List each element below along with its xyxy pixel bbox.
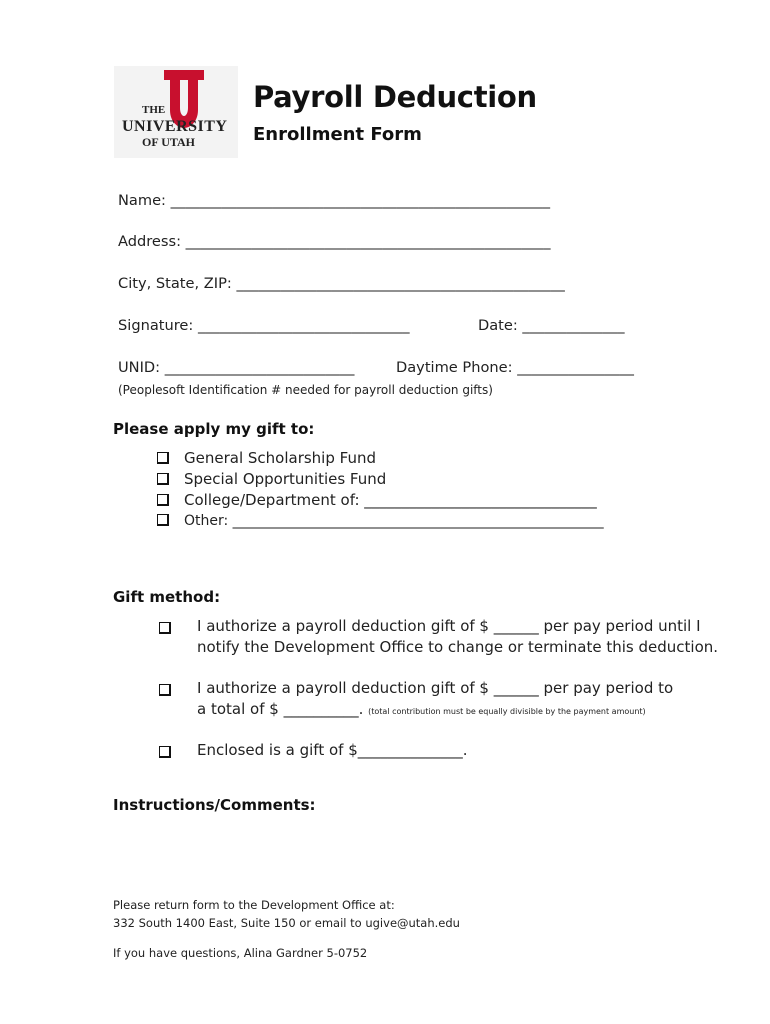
option-special-opportunities[interactable] (157, 470, 386, 488)
svg-text:THE: THE (142, 104, 166, 116)
option-other[interactable] (157, 513, 604, 529)
checkbox-icon[interactable] (157, 452, 169, 464)
return-instructions-line2: 332 South 1400 East, Suite 150 or email to ugive@utah.edu (113, 916, 460, 930)
method-option-total[interactable] (197, 678, 673, 722)
checkbox-icon[interactable] (159, 622, 171, 634)
instructions-heading: Instructions/Comments: (113, 796, 316, 814)
address-field[interactable]: Address: __________________________________________________ (118, 233, 551, 250)
option-label: College/Department of: _______________________________ (184, 491, 597, 509)
option-label: General Scholarship Fund (184, 449, 376, 467)
return-instructions-line1: Please return form to the Development Office at: (113, 898, 395, 912)
form-title: Payroll Deduction (253, 80, 537, 114)
date-field[interactable]: Date: ______________ (478, 317, 625, 334)
total-note: (total contribution must be equally divisible by the payment amount) (368, 707, 646, 716)
checkbox-icon[interactable] (159, 746, 171, 758)
questions-contact: If you have questions, Alina Gardner 5-0752 (113, 946, 368, 960)
option-college-department[interactable] (157, 491, 597, 509)
method-line: I authorize a payroll deduction gift of $ ______ per pay period until I (197, 617, 701, 635)
name-field[interactable]: Name: ____________________________________________________ (118, 192, 551, 209)
option-label: Special Opportunities Fund (184, 470, 387, 488)
form-subtitle: Enrollment Form (253, 124, 422, 145)
gift-to-heading: Please apply my gift to: (113, 420, 315, 438)
checkbox-icon[interactable] (157, 473, 169, 485)
method-option-until-notify[interactable] (197, 616, 718, 658)
unid-field[interactable]: UNID: __________________________ (118, 359, 355, 376)
option-general-scholarship[interactable] (157, 449, 376, 467)
checkbox-icon[interactable] (157, 514, 169, 526)
unid-note: (Peoplesoft Identification # needed for payroll deduction gifts) (118, 383, 493, 397)
city-state-zip-field[interactable]: City, State, ZIP: _____________________________________________ (118, 275, 565, 292)
checkbox-icon[interactable] (159, 684, 171, 696)
option-label: Other: _____________________________________________________ (184, 513, 604, 529)
daytime-phone-field[interactable]: Daytime Phone: ________________ (396, 359, 634, 376)
gift-method-heading: Gift method: (113, 588, 221, 606)
method-line: a total of $ __________. (total contribution must be equally divisible by the payment amount) (197, 700, 646, 718)
checkbox-icon[interactable] (157, 494, 169, 506)
method-option-enclosed[interactable]: Enclosed is a gift of $______________. (197, 741, 468, 759)
svg-text:OF UTAH: OF UTAH (142, 135, 195, 149)
method-line: notify the Development Office to change or terminate this deduction. (197, 638, 719, 656)
signature-field[interactable]: Signature: _____________________________ (118, 317, 410, 334)
university-of-utah-logo (114, 66, 238, 158)
method-line: I authorize a payroll deduction gift of $ ______ per pay period to (197, 679, 674, 697)
svg-text:UNIVERSITY: UNIVERSITY (122, 118, 228, 135)
